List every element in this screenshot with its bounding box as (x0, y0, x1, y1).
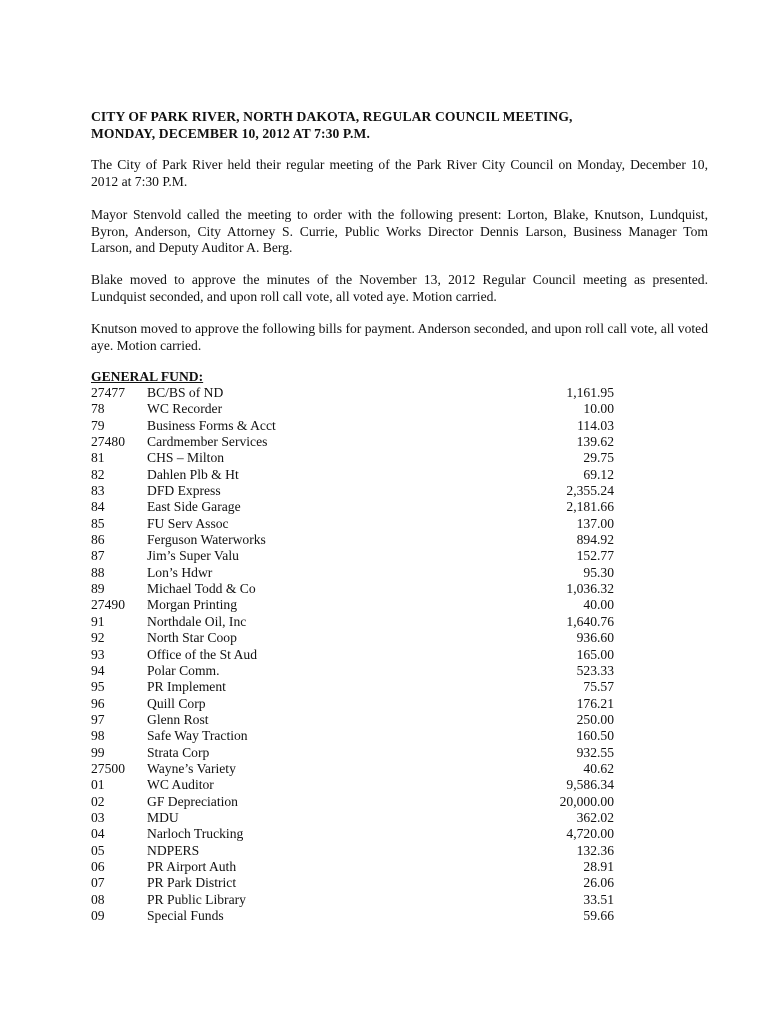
bill-number: 02 (91, 793, 105, 809)
bill-amount: 20,000.00 (559, 793, 614, 809)
bill-row (91, 826, 614, 842)
bill-amount: 4,720.00 (566, 826, 614, 842)
bill-row (91, 630, 614, 646)
bill-row (91, 450, 614, 466)
bill-vendor: WC Recorder (147, 401, 223, 417)
bill-number: 93 (91, 646, 105, 662)
bill-number: 91 (91, 613, 105, 629)
bill-vendor: Polar Comm. (147, 662, 220, 678)
bill-vendor: Safe Way Traction (147, 728, 248, 744)
bill-row (91, 810, 614, 826)
bill-amount: 152.77 (576, 548, 614, 564)
bill-number: 99 (91, 744, 105, 760)
bill-row (91, 467, 614, 483)
bill-amount: 59.66 (583, 908, 614, 923)
bill-number: 03 (91, 809, 105, 825)
bill-vendor: DFD Express (147, 483, 221, 499)
bill-amount: 28.91 (583, 858, 614, 874)
bill-amount: 75.57 (583, 679, 614, 695)
bill-number: 27500 (91, 760, 125, 776)
bill-vendor: Strata Corp (147, 744, 210, 760)
paragraph-meeting-held: The City of Park River held their regular meeting of the Park River City Council on Monday, December 10, 2012 at 7:30 P.M. (91, 157, 708, 189)
bill-amount: 10.00 (583, 401, 614, 417)
bill-amount: 26.06 (583, 875, 614, 891)
bill-vendor: North Star Coop (147, 630, 237, 646)
paragraph-attendance: Mayor Stenvold called the meeting to order with the following present: Lorton, Blake, Knutson, Lundquist, Byron, Anderson, City Attorney S. Currie, Public Works Director Dennis Larson, Business Manager Tom Larson, and Deputy Auditor A. Berg. (91, 207, 708, 255)
bill-number: 98 (91, 728, 105, 744)
bill-row (91, 679, 614, 695)
bill-number: 83 (91, 483, 105, 499)
bill-vendor: WC Auditor (147, 777, 214, 793)
bill-amount: 40.00 (583, 597, 614, 613)
bill-number: 94 (91, 662, 105, 678)
bill-row (91, 794, 614, 810)
bill-vendor: GF Depreciation (147, 793, 238, 809)
bill-amount: 160.50 (576, 728, 614, 744)
bill-row (91, 696, 614, 712)
bill-amount: 69.12 (583, 466, 614, 482)
bill-amount: 250.00 (576, 711, 614, 727)
bill-number: 08 (91, 891, 105, 907)
bill-number: 27477 (91, 385, 125, 400)
bill-number: 92 (91, 630, 105, 646)
bill-amount: 932.55 (576, 744, 614, 760)
bill-number: 06 (91, 858, 105, 874)
bill-number: 09 (91, 908, 105, 923)
bill-number: 87 (91, 548, 105, 564)
bill-amount: 1,640.76 (566, 613, 614, 629)
bill-row (91, 875, 614, 891)
bill-number: 96 (91, 695, 105, 711)
bill-amount: 1,036.32 (566, 581, 614, 597)
bill-amount: 523.33 (576, 662, 614, 678)
bill-row (91, 892, 614, 908)
bill-vendor: Lon’s Hdwr (147, 564, 213, 580)
bill-row (91, 745, 614, 761)
meeting-title (91, 108, 709, 142)
paragraph-bills-approval: Knutson moved to approve the following bills for payment. Anderson seconded, and upon roll call vote, all voted aye. Motion carried. (91, 321, 708, 353)
bill-vendor: CHS – Milton (147, 450, 225, 466)
bill-row (91, 614, 614, 630)
bill-amount: 362.02 (576, 809, 614, 825)
bill-row (91, 843, 614, 859)
bill-amount: 9,586.34 (566, 777, 614, 793)
bill-vendor: Northdale Oil, Inc (147, 613, 247, 629)
bill-amount: 33.51 (583, 891, 614, 907)
bill-amount: 1,161.95 (566, 385, 614, 400)
bill-row (91, 712, 614, 728)
bill-amount: 2,181.66 (566, 499, 614, 515)
bill-amount: 40.62 (583, 760, 614, 776)
meeting-title-line-2: MONDAY, DECEMBER 10, 2012 AT 7:30 P.M. (91, 126, 370, 141)
bill-amount: 139.62 (576, 434, 614, 450)
bill-row (91, 728, 614, 744)
bill-row (91, 761, 614, 777)
bill-number: 01 (91, 777, 105, 793)
bill-vendor: Dahlen Plb & Ht (147, 466, 239, 482)
bill-number: 04 (91, 826, 105, 842)
bill-vendor: MDU (147, 809, 179, 825)
bill-number: 89 (91, 581, 105, 597)
bill-vendor: Michael Todd & Co (147, 581, 256, 597)
bill-vendor: FU Serv Assoc (147, 515, 229, 531)
general-fund-heading: GENERAL FUND: (91, 369, 204, 384)
bill-row (91, 565, 614, 581)
bill-row (91, 597, 614, 613)
bill-vendor: Glenn Rost (147, 711, 209, 727)
bill-row (91, 418, 614, 434)
bill-vendor: Cardmember Services (147, 434, 268, 450)
bill-vendor: Morgan Printing (147, 597, 237, 613)
bill-number: 88 (91, 564, 105, 580)
paragraph-minutes-approval: Blake moved to approve the minutes of the November 13, 2012 Regular Council meeting as presented. Lundquist seconded, and upon roll call vote, all voted aye. Motion carried. (91, 272, 708, 304)
bill-vendor: Narloch Trucking (147, 826, 244, 842)
bill-row (91, 647, 614, 663)
bill-vendor: Quill Corp (147, 695, 206, 711)
bill-row (91, 777, 614, 793)
bill-row (91, 859, 614, 875)
bill-number: 79 (91, 417, 105, 433)
bill-number: 07 (91, 875, 105, 891)
bill-number: 27490 (91, 597, 125, 613)
bill-number: 27480 (91, 434, 125, 450)
bill-amount: 936.60 (576, 630, 614, 646)
bill-row (91, 516, 614, 532)
bill-number: 82 (91, 466, 105, 482)
bill-number: 84 (91, 499, 105, 515)
bill-number: 85 (91, 515, 105, 531)
bill-amount: 114.03 (577, 417, 614, 433)
bill-row (91, 499, 614, 515)
bill-row (91, 663, 614, 679)
bill-number: 05 (91, 842, 105, 858)
bill-vendor: East Side Garage (147, 499, 241, 515)
bill-row (91, 908, 614, 924)
bill-amount: 894.92 (576, 532, 614, 548)
bill-row (91, 483, 614, 499)
bill-number: 86 (91, 532, 105, 548)
bill-vendor: PR Public Library (147, 891, 246, 907)
bill-vendor: Wayne’s Variety (147, 760, 236, 776)
bill-vendor: Ferguson Waterworks (147, 532, 266, 548)
bill-number: 95 (91, 679, 105, 695)
bill-amount: 29.75 (583, 450, 614, 466)
bill-number: 97 (91, 711, 105, 727)
bill-vendor: BC/BS of ND (147, 385, 224, 400)
bill-vendor: PR Implement (147, 679, 226, 695)
bill-vendor: Special Funds (147, 908, 224, 923)
bill-row (91, 532, 614, 548)
bill-vendor: NDPERS (147, 842, 200, 858)
general-fund-bill-list (91, 385, 614, 924)
bill-amount: 165.00 (576, 646, 614, 662)
bill-row (91, 385, 614, 401)
bill-vendor: PR Park District (147, 875, 237, 891)
bill-row (91, 434, 614, 450)
bill-row (91, 548, 614, 564)
bill-amount: 2,355.24 (566, 483, 614, 499)
bill-vendor: Jim’s Super Valu (147, 548, 239, 564)
bill-amount: 95.30 (583, 564, 614, 580)
meeting-title-line-1: CITY OF PARK RIVER, NORTH DAKOTA, REGULAR COUNCIL MEETING, (91, 109, 573, 124)
bill-amount: 137.00 (576, 515, 614, 531)
bill-vendor: Business Forms & Acct (147, 417, 276, 433)
bill-vendor: PR Airport Auth (147, 858, 237, 874)
bill-row (91, 401, 614, 417)
bill-amount: 132.36 (576, 842, 614, 858)
bill-row (91, 581, 614, 597)
bill-vendor: Office of the St Aud (147, 646, 257, 662)
bill-number: 78 (91, 401, 105, 417)
bill-amount: 176.21 (576, 695, 614, 711)
bill-number: 81 (91, 450, 105, 466)
